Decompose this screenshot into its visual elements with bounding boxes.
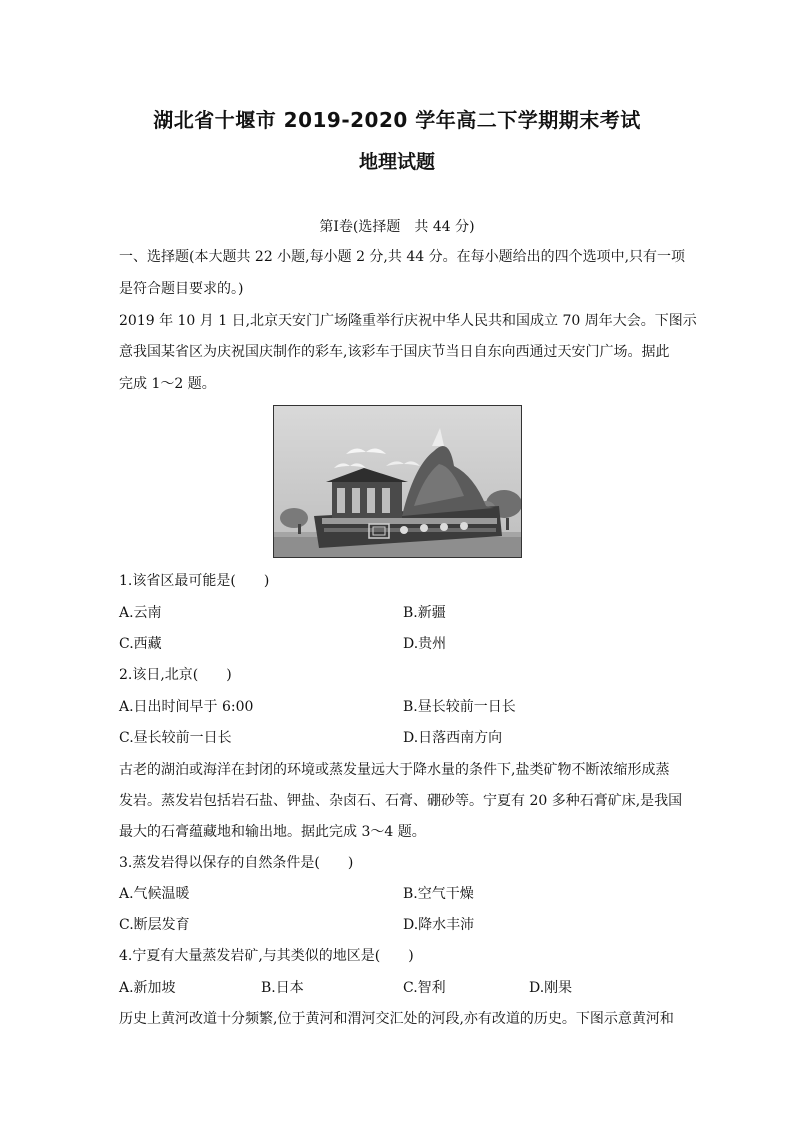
question-4-option-b: B.日本 bbox=[261, 980, 304, 996]
question-4-stem: 4.宁夏有大量蒸发岩矿,与其类似的地区是( ) bbox=[119, 948, 414, 964]
question-1-option-d: D.贵州 bbox=[403, 636, 447, 652]
passage2-line-3: 最大的石膏蕴藏地和输出地。据此完成 3～4 题。 bbox=[119, 824, 426, 840]
question-3-option-a: A.气候温暖 bbox=[119, 886, 190, 902]
instruction-line-1: 一、选择题(本大题共 22 小题,每小题 2 分,共 44 分。在每小题给出的四个选项中,只有一项 bbox=[119, 249, 686, 265]
question-2-option-c: C.昼长较前一日长 bbox=[119, 730, 232, 746]
question-1-stem: 1.该省区最可能是( ) bbox=[119, 573, 270, 589]
passage2-line-1: 古老的湖泊或海洋在封闭的环境或蒸发量远大于降水量的条件下,盐类矿物不断浓缩形成蒸 bbox=[119, 762, 670, 778]
passage1-line-1: 2019 年 10 月 1 日,北京天安门广场隆重举行庆祝中华人民共和国成立 70 周年大会。下图示 bbox=[119, 313, 697, 329]
question-3-stem: 3.蒸发岩得以保存的自然条件是( ) bbox=[119, 855, 354, 871]
question-2-option-a: A.日出时间早于 6:00 bbox=[119, 699, 254, 715]
question-3-option-d: D.降水丰沛 bbox=[403, 917, 475, 933]
passage1-line-2: 意我国某省区为庆祝国庆制作的彩车,该彩车于国庆节当日自东向西通过天安门广场。据此 bbox=[119, 344, 670, 360]
question-2-stem: 2.该日,北京( ) bbox=[119, 667, 232, 683]
question-2-option-b: B.昼长较前一日长 bbox=[403, 699, 516, 715]
exam-title: 湖北省十堰市 2019-2020 学年高二下学期期末考试 bbox=[153, 108, 641, 132]
question-4-option-c: C.智利 bbox=[403, 980, 446, 996]
question-2-option-d: D.日落西南方向 bbox=[403, 730, 503, 746]
question-3-option-c: C.断层发育 bbox=[119, 917, 190, 933]
passage3-line-1: 历史上黄河改道十分频繁,位于黄河和渭河交汇处的河段,亦有改道的历史。下图示意黄河和 bbox=[119, 1011, 674, 1027]
section-heading: 第Ⅰ卷(选择题 共 44 分) bbox=[319, 219, 475, 235]
question-1-option-b: B.新疆 bbox=[403, 605, 446, 621]
passage2-line-2: 发岩。蒸发岩包括岩石盐、钾盐、杂卤石、石膏、硼砂等。宁夏有 20 多种石膏矿床,是我国 bbox=[119, 793, 683, 809]
instruction-line-2: 是符合题目要求的。) bbox=[119, 281, 244, 297]
exam-subtitle: 地理试题 bbox=[358, 151, 435, 173]
passage1-line-3: 完成 1～2 题。 bbox=[119, 376, 216, 392]
question-4-option-d: D.刚果 bbox=[529, 980, 573, 996]
question-3-option-b: B.空气干燥 bbox=[403, 886, 474, 902]
question-1-option-c: C.西藏 bbox=[119, 636, 162, 652]
question-1-option-a: A.云南 bbox=[119, 605, 162, 621]
question-4-option-a: A.新加坡 bbox=[119, 980, 176, 996]
parade-float-photo bbox=[273, 405, 522, 558]
